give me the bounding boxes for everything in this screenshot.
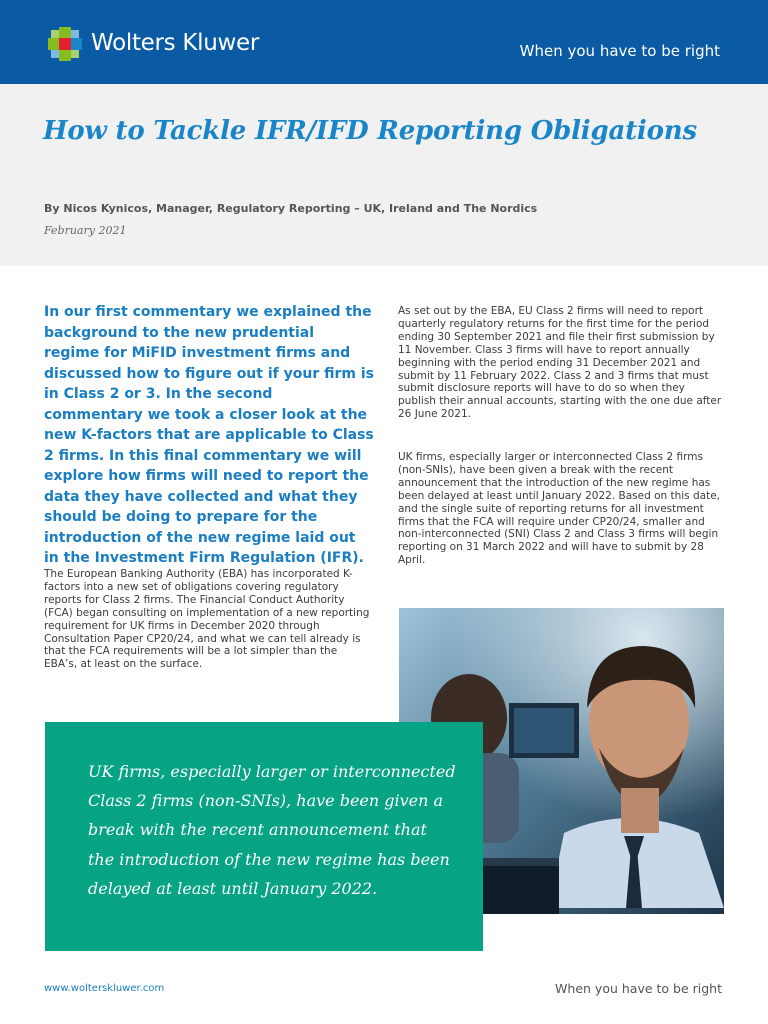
article-title: How to Tackle IFR/IFD Reporting Obligations: [43, 116, 697, 146]
brand-name: Wolters Kluwer: [91, 30, 260, 56]
article-date: February 2021: [44, 224, 127, 237]
article-byline: By Nicos Kynicos, Manager, Regulatory Reporting – UK, Ireland and The Nordics: [44, 202, 538, 215]
lead-paragraph: In our first commentary we explained the background to the new prudential regime for MiFID investment firms and discussed how to figure out if your firm is in Class 2 or 3. In the second commentary we took a closer look at the new K-factors that are applicable to Class 2 firms. In this final commentary we will explore how firms will need to report the data they have collected and what they should be doing to prepare for the introduction of the new regime laid out in the Investment Firm Regulation (IFR).: [44, 304, 374, 566]
header-tagline: When you have to be right: [519, 42, 720, 60]
body-paragraph-right-2: UK firms, especially larger or interconnected Class 2 firms (non-SNIs), have been given a break with the recent announcement that the introduction of the new regime has been delayed at least until January 2022. Based on this date, and the single suite of reporting returns for all investment firms that the FCA will require under CP20/24, smaller and non-interconnected (SNI) Class 2 and Class 3 firms will begin reporting on 31 March 2022 and will have to submit by 28 April.: [398, 451, 720, 567]
body-paragraph-right-1: As set out by the EBA, EU Class 2 firms will need to report quarterly regulatory returns for the first time for the period ending 30 September 2021 and file their first submission by 11 November. Class 3 firms will have to report annually beginning with the period ending 31 December 2021 and submit by 11 February 2022. Class 2 and 3 firms that must submit disclosure reports will have to do so when they publish their annual accounts, starting with the one due after 26 June 2021.: [398, 305, 722, 421]
pull-quote-text: UK firms, especially larger or interconnected Class 2 firms (non-SNIs), have been given a break with the recent announcement that the introduction of the new regime has been delayed at least until January 2022.: [88, 762, 456, 898]
footer-tagline: When you have to be right: [555, 981, 722, 996]
website-link[interactable]: www.wolterskluwer.com: [44, 983, 165, 994]
wolters-kluwer-logo-icon: [48, 27, 82, 61]
header-bar: [0, 0, 768, 84]
pull-quote-box: [45, 722, 483, 951]
title-band: [0, 84, 768, 266]
body-paragraph-left: The European Banking Authority (EBA) has incorporated K-factors into a new set of obligations covering regulatory reports for Class 2 firms. The Financial Conduct Authority (FCA) began consulting on implementation of a new reporting requirement for UK firms in December 2020 through Consultation Paper CP20/24, and what we can tell already is that the FCA requirements will be a lot simpler than the EBA’s, at least on the surface.: [44, 568, 370, 671]
